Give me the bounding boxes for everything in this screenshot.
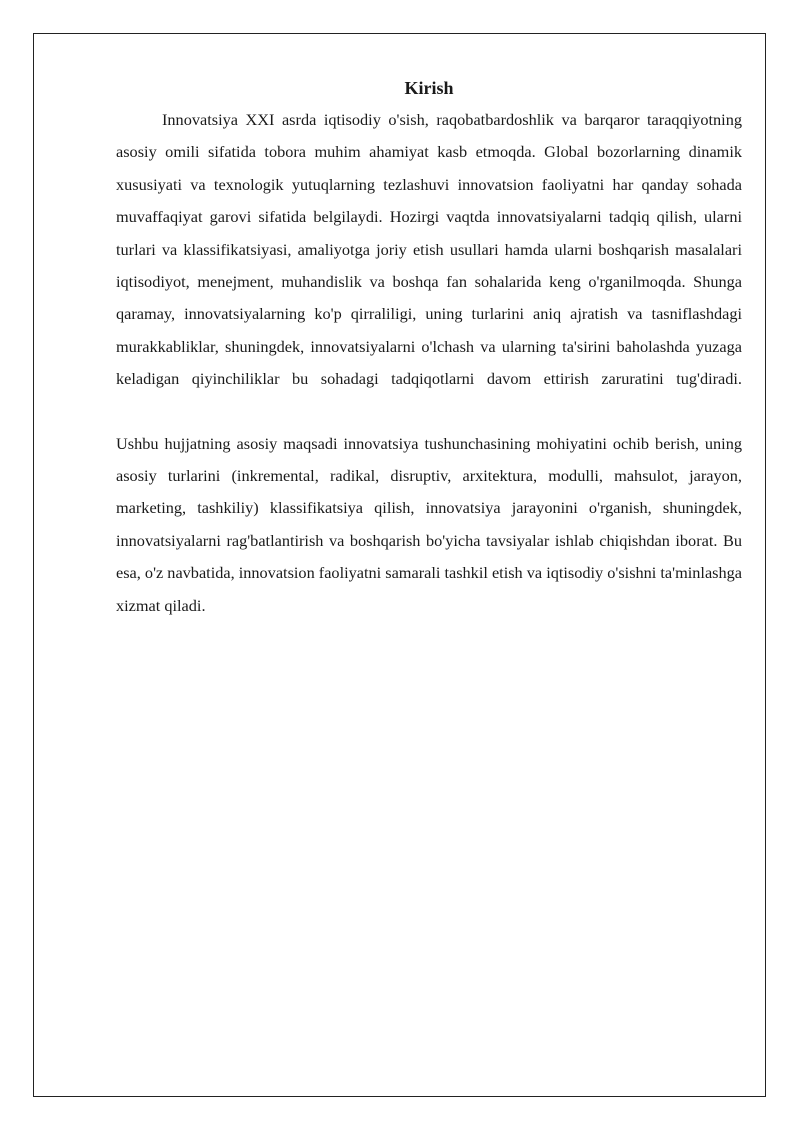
document-body <box>116 74 742 622</box>
paragraph-introduction: Innovatsiya XXI asrda iqtisodiy o'sish, raqobatbardoshlik va barqaror taraqqiyotning asosiy omili sifatida tobora muhim ahamiyat kasb etmoqda. Global bozorlarning dinamik xususiyati va texnologik yutuqlarning tezlashuvi innovatsion faoliyatni har qanday sohada muvaffaqiyat garovi sifatida belgilaydi. Hozirgi vaqtda innovatsiyalarni tadqiq qilish, ularni turlari va klassifikatsiyasi, amaliyotga joriy etish usullari hamda ularni boshqarish masalalari iqtisodiyot, menejment, muhandislik va boshqa fan sohalarida keng o'rganilmoqda. Shunga qaramay, innovatsiyalarning ko'p qirraliligi, uning turlarini aniq ajratish va tasniflashdagi murakkabliklar, shuningdek, innovatsiyalarni o'lchash va ularning ta'sirini baholashda yuzaga keladigan qiyinchiliklar bu sohadagi tadqiqotlarni davom ettirish zaruratini tug'diradi. <box>116 110 742 389</box>
document-title: Kirish <box>404 78 454 98</box>
paragraph-purpose: Ushbu hujjatning asosiy maqsadi innovatsiya tushunchasining mohiyatini ochib berish, uning asosiy turlarini (inkremental, radikal, disruptiv, arxitektura, modulli, mahsulot, jarayon, marketing, tashkiliy) klassifikatsiya qilish, innovatsiya jarayonini o'rganish, shuningdek, innovatsiyalarni rag'batlantirish va boshqarish bo'yicha tavsiyalar ishlab chiqishdan iborat. Bu esa, o'z navbatida, innovatsion faoliyatni samarali tashkil etish va iqtisodiy o'sishni ta'minlashga xizmat qiladi. <box>116 433 743 615</box>
